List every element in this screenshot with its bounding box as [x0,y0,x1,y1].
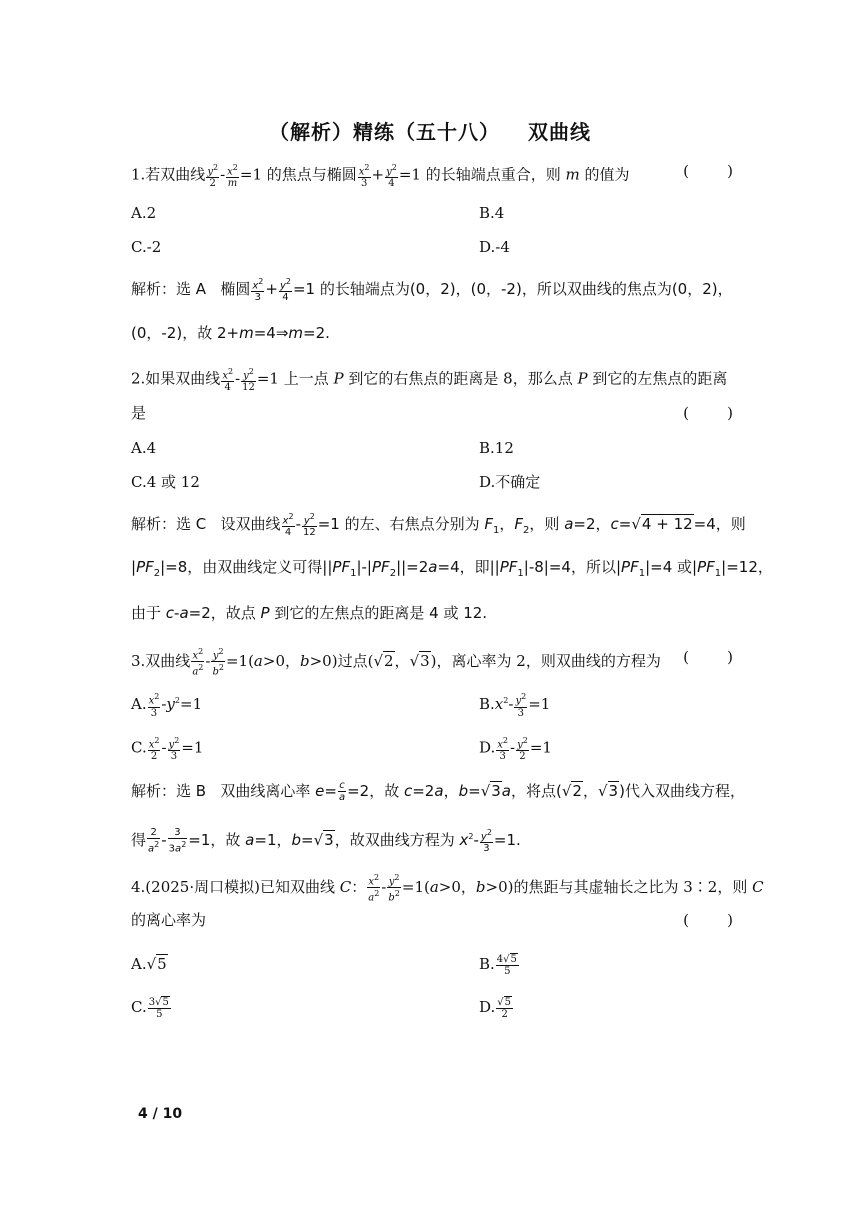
q3-stem: 3.双曲线 $\frac{x^2}{a^2}$ - $\frac{y^2}{b^2}$ =1(a>0，b>0)过点(√2，√3)，离心率为 2，则双曲线的方程为 [131,647,661,678]
q1-option-c: C.-2 [131,238,162,256]
q4-answer-blank: ( ) [683,911,733,929]
q3-option-d: D. $\frac{x^2}{3}$ - $\frac{y^2}{2}$ =1 [479,736,552,763]
q2-solution-line3: 由于 c-a=2，故点 P 到它的左焦点的距离是 4 或 12. [131,604,488,622]
title-main: （解析）精练（五十八） [269,120,500,144]
q2-option-a: A.4 [131,439,157,457]
q2-option-c: C.4 或 12 [131,473,200,491]
q1-answer-blank: ( ) [683,162,733,180]
q3-solution-line2: 得 $\frac{2}{a^2}$ - $\frac{3}{3a^2}$ =1，故 a=1，b=√3，故双曲线方程为 $x^2-$ $\frac{y^2}{3}$ =1. [131,826,521,855]
page-title [0,116,860,145]
q2-stem-line2: 是 [131,404,147,422]
q2-stem-line1: 2.如果双曲线 $\frac{x^2}{4}$ - $\frac{y^2}{12}$ =1 上一点 P 到它的右焦点的距离是 8，那么点 P 到它的左焦点的距离 [131,367,728,394]
q4-stem-line2: 的离心率为 [131,911,207,929]
q1-option-a: A.2 [131,204,157,222]
q2-solution-line2: $|PF_2|=8$，由双曲线定义可得$||PF_1|-|PF_2||=2a=4$，即$||PF_1|-8|=4$，所以$|PF_1|=4$ 或$|PF_1|=12$， [131,558,773,579]
q2-option-b: B.12 [479,439,514,457]
q2-solution-line1: 解析：选 C 设双曲线 $\frac{x^2}{4}$ - $\frac{y^2}{12}$ =1 的左、右焦点分别为 $F_1$，$F_2$，则 a=2，c=√4 + 12=4，则 [131,512,746,539]
q2-answer-blank: ( ) [683,404,733,422]
q1-solution-line1: 解析：选 A 椭圆 $\frac{x^2}{3}$ + $\frac{y^2}{4}$ =1 的长轴端点为(0，2)，(0，-2)，所以双曲线的焦点为(0，2)， [131,277,733,304]
page-number: 4 / 10 [138,1106,183,1122]
title-topic: 双曲线 [528,120,591,144]
q1-solution-line2: (0，-2)，故 2+m=4⇒m=2. [131,324,330,342]
q3-answer-blank: ( ) [683,648,733,666]
q1-option-d: D.-4 [479,238,510,256]
q3-option-b: $B.x^2-$ $\frac{y^2}{3}$ =1 [479,692,551,719]
q4-option-d: D. $\frac{√5}{2}$ [479,996,512,1020]
q4-option-b: B. $\frac{4√5}{5}$ [479,953,517,977]
q3-solution-line1: 解析：选 B 双曲线离心率 e= $\frac{c}{a}$ =2，故 c=2a，b=√3a，将点(√2，√3)代入双曲线方程， [131,780,745,803]
q1-option-b: B.4 [479,204,505,222]
q3-option-a: A. $\frac{x^2}{3}$ $-y^2=1$ [131,692,203,719]
q4-option-c: C. $\frac{3√5}{5}$ [131,996,169,1020]
q3-option-c: C. $\frac{x^2}{2}$ - $\frac{y^2}{3}$ =1 [131,736,204,763]
q1-stem: 1.若双曲线 $\frac{y^2}{2}$ - $\frac{x^2}{m}$ =1 的焦点与椭圆 $\frac{x^2}{3}$ + $\frac{y^2}{4}$ =1 的长轴端点重合，则 m 的值为 [131,163,630,190]
q2-option-d: D.不确定 [479,473,541,491]
q4-stem-line1: 4.(2025·周口模拟)已知双曲线 C： $\frac{x^2}{a^2}$ - $\frac{y^2}{b^2}$ =1(a>0，b>0)的焦距与其虚轴长之比为 3∶2，则 C [131,873,764,904]
q4-option-a: A.√5 [131,955,167,973]
